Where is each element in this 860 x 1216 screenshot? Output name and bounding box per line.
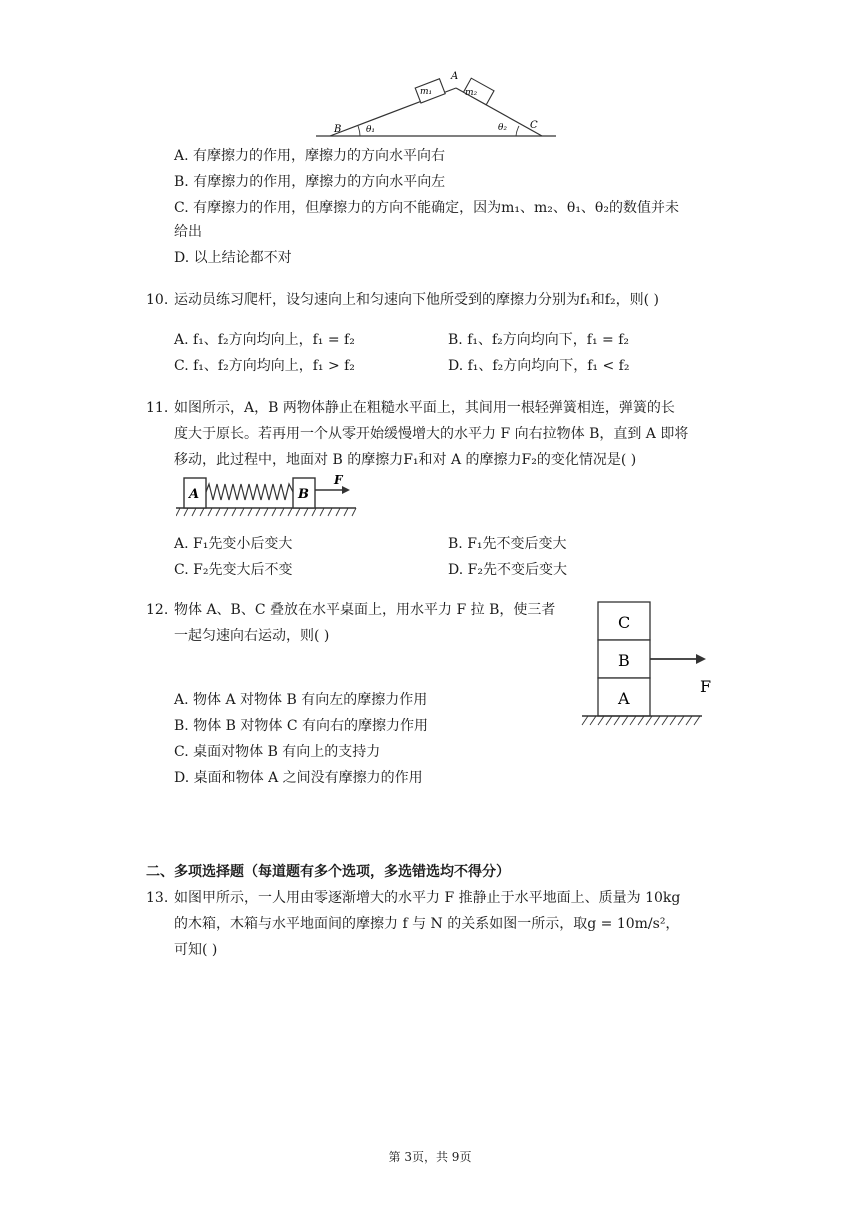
q11-stem-3: 移动，此过程中，地面对 B 的摩擦力F₁和对 A 的摩擦力F₂的变化情况是( )	[174, 452, 637, 468]
q10-option-b: B. f₁、f₂方向均向下，f₁ = f₂	[448, 332, 629, 348]
q9-option-c: C. 有摩擦力的作用，但摩擦力的方向不能确定，因为m₁、m₂、θ₁、θ₂的数值并未	[174, 200, 679, 216]
q11-option-b: B. F₁先不变后变大	[448, 536, 567, 552]
q11-option-d: D. F₂先不变后变大	[448, 562, 567, 578]
label-A: A	[618, 689, 630, 708]
q9-option-c-cont: 给出	[174, 224, 202, 240]
section-heading: 二、多项选择题（每道题有多个选项，多选错选均不得分）	[146, 864, 510, 880]
label-B: B	[334, 124, 342, 135]
label-F: F	[334, 473, 343, 487]
label-theta1: θ₁	[366, 125, 376, 135]
q10-option-c: C. f₁、f₂方向均向上，f₁ > f₂	[174, 358, 355, 374]
q12-option-a: A. 物体 A 对物体 B 有向左的摩擦力作用	[174, 692, 428, 708]
q12-stem-1: 物体 A、B、C 叠放在水平桌面上，用水平力 F 拉 B，使三者	[174, 602, 556, 618]
label-m1: m₁	[420, 87, 433, 97]
q12-option-c: C. 桌面对物体 B 有向上的支持力	[174, 744, 381, 760]
q12-option-b: B. 物体 B 对物体 C 有向右的摩擦力作用	[174, 718, 428, 734]
q12-number: 12.	[146, 602, 169, 618]
q11-number: 11.	[146, 400, 169, 416]
q9-option-b: B. 有摩擦力的作用，摩擦力的方向水平向左	[174, 174, 446, 190]
label-C: C	[618, 613, 631, 632]
label-B: B	[618, 651, 630, 670]
q9-option-a: A. 有摩擦力的作用，摩擦力的方向水平向右	[174, 148, 446, 164]
stacked-blocks-figure	[580, 598, 714, 730]
q12-option-d: D. 桌面和物体 A 之间没有摩擦力的作用	[174, 770, 423, 786]
label-C: C	[530, 120, 538, 131]
page-footer: 第 3页，共 9页	[388, 1150, 472, 1164]
q10-option-a: A. f₁、f₂方向均向上，f₁ = f₂	[174, 332, 355, 348]
q13-number: 13.	[146, 890, 169, 906]
incline-figure	[316, 68, 556, 140]
spring-figure	[176, 472, 358, 518]
label-A: A	[451, 71, 459, 82]
label-F: F	[700, 677, 712, 696]
label-A: A	[189, 487, 200, 502]
label-B: B	[298, 487, 309, 502]
q12-stem-2: 一起匀速向右运动，则( )	[174, 628, 330, 644]
q11-option-c: C. F₂先变大后不变	[174, 562, 293, 578]
q11-stem-2: 度大于原长。若再用一个从零开始缓慢增大的水平力 F 向右拉物体 B，直到 A 即将	[174, 426, 689, 442]
q10-number: 10.	[146, 292, 169, 308]
q10-stem: 运动员练习爬杆，设匀速向上和匀速向下他所受到的摩擦力分别为f₁和f₂，则( )	[174, 292, 659, 308]
q11-option-a: A. F₁先变小后变大	[174, 536, 293, 552]
q9-option-d: D. 以上结论都不对	[174, 250, 292, 266]
q10-option-d: D. f₁、f₂方向均向下，f₁ < f₂	[448, 358, 630, 374]
label-theta2: θ₂	[498, 123, 508, 133]
q13-stem-3: 可知( )	[174, 942, 218, 958]
q13-stem-2: 的木箱，木箱与水平地面间的摩擦力 f 与 N 的关系如图一所示，取g = 10m/s²，	[174, 916, 680, 932]
label-m2: m₂	[465, 88, 478, 98]
q13-stem-1: 如图甲所示，一人用由零逐渐增大的水平力 F 推静止于水平地面上、质量为 10kg	[174, 890, 681, 906]
q11-stem-1: 如图所示，A，B 两物体静止在粗糙水平面上，其间用一根轻弹簧相连，弹簧的长	[174, 400, 675, 416]
